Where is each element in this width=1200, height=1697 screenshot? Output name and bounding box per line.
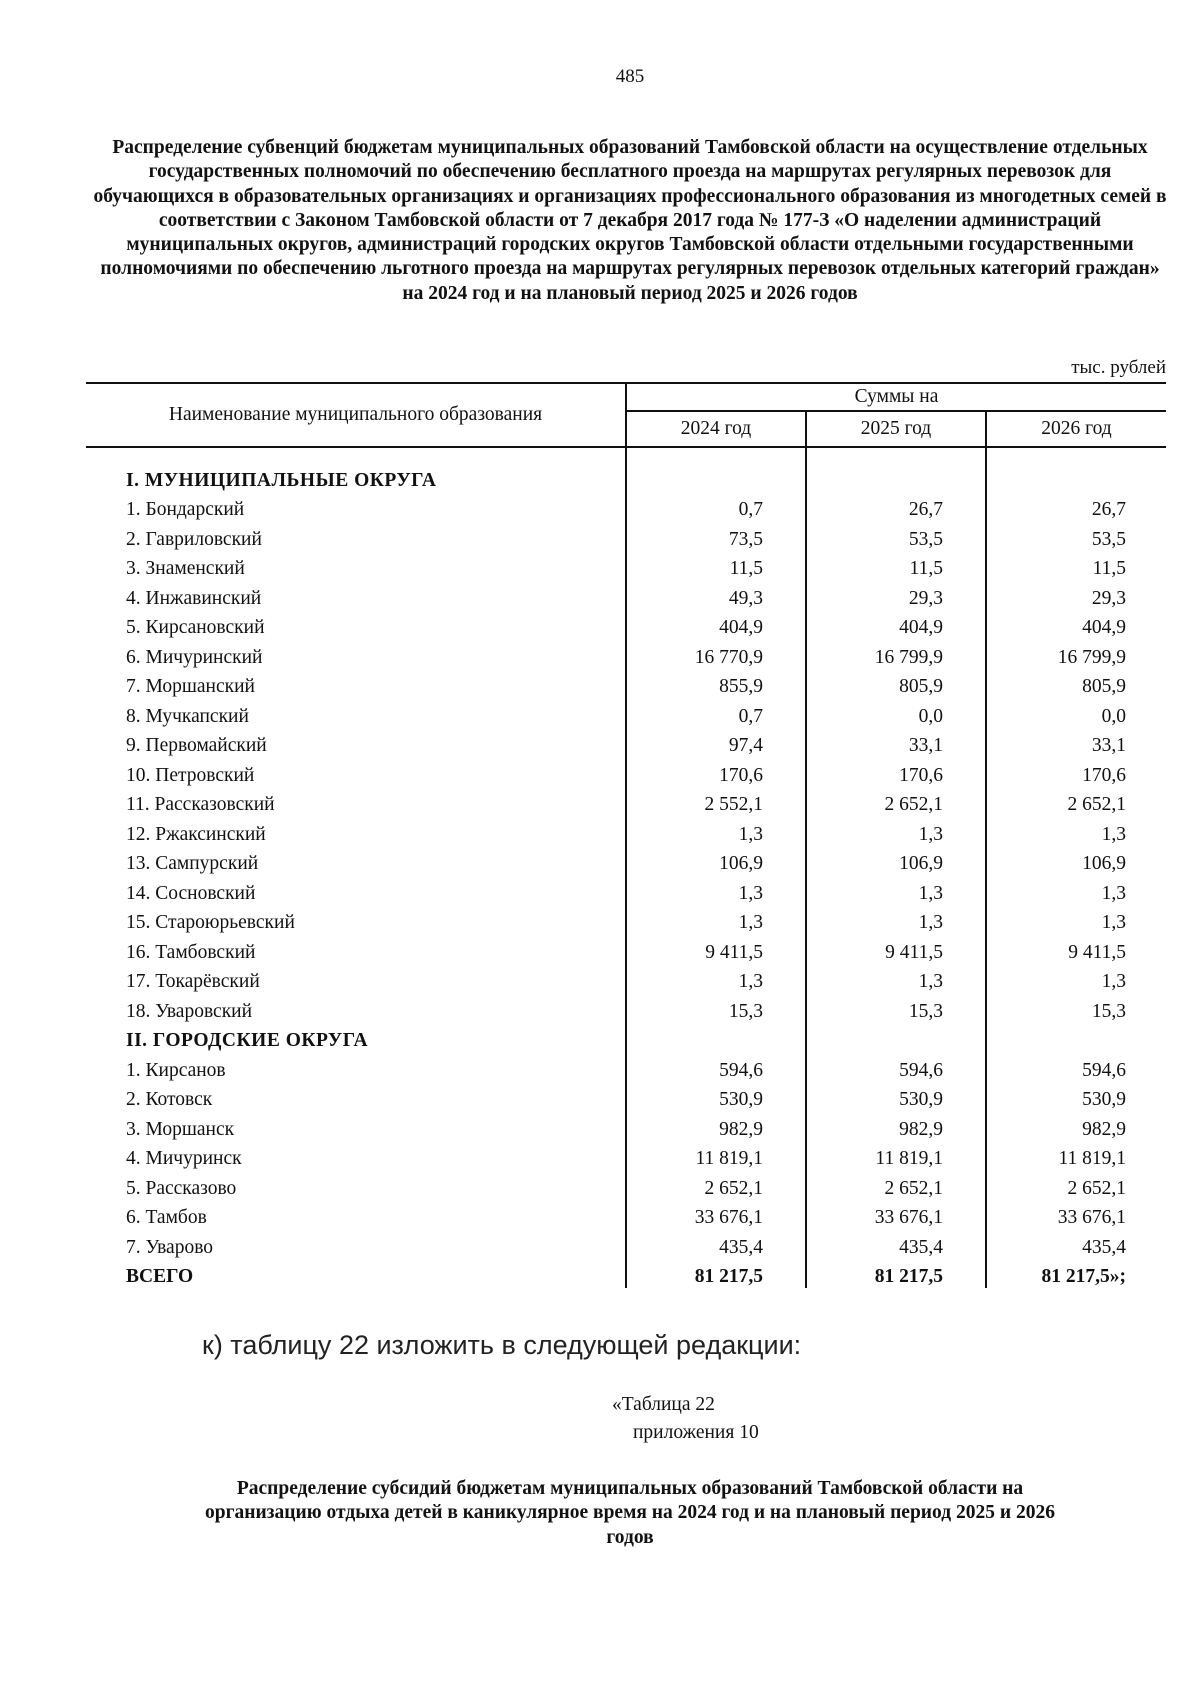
value-2025: 26,7 bbox=[806, 492, 986, 522]
empty-cell bbox=[986, 1023, 1166, 1053]
value-2026: 805,9 bbox=[1082, 676, 1126, 697]
header-sums: Суммы на bbox=[626, 383, 1166, 411]
value-2024: 1,3 bbox=[626, 875, 806, 905]
table-row bbox=[86, 580, 1166, 610]
value-2026: 982,9 bbox=[1082, 1118, 1126, 1140]
table-row bbox=[86, 1082, 1166, 1112]
municipality-name: 4. Инжавинский bbox=[86, 580, 626, 610]
table-row bbox=[86, 1111, 1166, 1141]
municipality-name: 13. Сампурский bbox=[86, 846, 626, 876]
value-2024: 73,5 bbox=[626, 521, 806, 551]
municipality-name: 1. Кирсанов bbox=[86, 1052, 626, 1082]
total-row bbox=[86, 1259, 1166, 1289]
units-label: тыс. рублей bbox=[1071, 357, 1166, 378]
table-row bbox=[86, 816, 1166, 846]
municipality-name: 6. Мичуринский bbox=[86, 639, 626, 669]
value-2026: 1,3 bbox=[1101, 882, 1126, 904]
municipality-name: 10. Петровский bbox=[86, 757, 626, 787]
value-2024: 15,3 bbox=[626, 993, 806, 1023]
value-2024: 1,3 bbox=[626, 816, 806, 846]
municipality-name: 1. Бондарский bbox=[86, 492, 626, 522]
value-2026: 170,6 bbox=[1082, 764, 1126, 786]
table-row bbox=[86, 551, 1166, 581]
municipality-name: 8. Мучкапский bbox=[86, 698, 626, 728]
value-2024: 170,6 bbox=[626, 757, 806, 787]
table-body bbox=[86, 447, 1166, 1288]
value-2024: 2 552,1 bbox=[626, 787, 806, 817]
value-2024: 97,4 bbox=[626, 728, 806, 758]
value-2026: 33,1 bbox=[1091, 735, 1126, 756]
table-row bbox=[86, 964, 1166, 994]
municipality-name: 7. Моршанский bbox=[86, 669, 626, 699]
value-2025: 33 676,1 bbox=[806, 1200, 986, 1230]
value-2026: 2 652,1 bbox=[1067, 794, 1126, 815]
value-2025: 53,5 bbox=[806, 521, 986, 551]
value-2025: 11 819,1 bbox=[806, 1141, 986, 1171]
value-2026: 1,3 bbox=[1101, 823, 1126, 845]
municipality-name: 14. Сосновский bbox=[86, 875, 626, 905]
value-2024: 0,7 bbox=[626, 492, 806, 522]
value-2026: 33 676,1 bbox=[1057, 1207, 1126, 1228]
value-2025: 16 799,9 bbox=[806, 639, 986, 669]
value-2025: 170,6 bbox=[806, 757, 986, 787]
value-2026: 16 799,9 bbox=[1057, 646, 1126, 668]
value-2024: 855,9 bbox=[626, 669, 806, 699]
value-2024: 16 770,9 bbox=[626, 639, 806, 669]
table-row bbox=[86, 492, 1166, 522]
value-2025: 982,9 bbox=[806, 1111, 986, 1141]
value-2025: 2 652,1 bbox=[806, 1170, 986, 1200]
value-2026: 29,3 bbox=[1091, 587, 1126, 609]
value-2024: 11,5 bbox=[626, 551, 806, 581]
value-2026: 404,9 bbox=[1082, 617, 1126, 638]
value-2024: 435,4 bbox=[626, 1229, 806, 1259]
table-row bbox=[86, 993, 1166, 1023]
total-label: ВСЕГО bbox=[86, 1259, 626, 1289]
value-2026: 435,4 bbox=[1082, 1236, 1126, 1258]
value-2025: 106,9 bbox=[806, 846, 986, 876]
value-2025: 530,9 bbox=[806, 1082, 986, 1112]
header-year-2024: 2024 год bbox=[626, 411, 806, 447]
value-2026: 594,6 bbox=[1082, 1059, 1126, 1081]
table-row bbox=[86, 934, 1166, 964]
second-title: Распределение субсидий бюджетам муниципальных образований Тамбовской области на организацию отдыха детей в каникулярное время на 2024 год и на плановый период 2025 и 2026 годов bbox=[205, 1478, 1055, 1548]
value-2026: 15,3 bbox=[1091, 1000, 1126, 1022]
value-2025: 435,4 bbox=[806, 1229, 986, 1259]
value-2026: 2 652,1 bbox=[1067, 1177, 1126, 1199]
value-2025: 0,0 bbox=[806, 698, 986, 728]
value-2026: 1,3 bbox=[1101, 971, 1126, 992]
value-2025: 33,1 bbox=[806, 728, 986, 758]
municipality-name: 17. Токарёвский bbox=[86, 964, 626, 994]
header-name: Наименование муниципального образования bbox=[86, 383, 626, 447]
value-2025: 805,9 bbox=[806, 669, 986, 699]
table-row bbox=[86, 1200, 1166, 1230]
total-2024: 81 217,5 bbox=[626, 1259, 806, 1289]
table-row bbox=[86, 610, 1166, 640]
value-2026: 53,5 bbox=[1091, 528, 1126, 550]
value-2024: 594,6 bbox=[626, 1052, 806, 1082]
value-2024: 11 819,1 bbox=[626, 1141, 806, 1171]
value-2024: 33 676,1 bbox=[626, 1200, 806, 1230]
value-2026: 1,3 bbox=[1101, 912, 1126, 933]
spacer-cell bbox=[86, 447, 626, 462]
table-row bbox=[86, 757, 1166, 787]
value-2026: 11 819,1 bbox=[1058, 1148, 1126, 1169]
value-2024: 1,3 bbox=[626, 905, 806, 935]
municipality-name: 11. Рассказовский bbox=[86, 787, 626, 817]
municipality-name: 3. Знаменский bbox=[86, 551, 626, 581]
spacer-cell bbox=[806, 447, 986, 462]
empty-cell bbox=[806, 1023, 986, 1053]
municipality-name: 2. Котовск bbox=[86, 1082, 626, 1112]
municipality-name: 4. Мичуринск bbox=[86, 1141, 626, 1171]
municipality-name: 15. Староюрьевский bbox=[86, 905, 626, 935]
table-spacer-row bbox=[86, 447, 1166, 462]
value-2025: 29,3 bbox=[806, 580, 986, 610]
value-2024: 49,3 bbox=[626, 580, 806, 610]
municipality-name: 3. Моршанск bbox=[86, 1111, 626, 1141]
document-title: Распределение субвенций бюджетам муниципальных образований Тамбовской области на осуществление отдельных государственных полномочий по обеспечению бесплатного проезда на маршрутах регулярных перевозок для обучающихся в образовательных организациях и организациях профессионального образования из многодетных семей в соответствии с Законом Тамбовской области от 7 декабря 2017 года № 177-З «О наделении администраций муниципальных округов, администраций городских округов Тамбовской области отдельными государственными полномочиями по обеспечению льготного проезда на маршрутах регулярных перевозок отдельных категорий граждан» на 2024 год и на плановый период 2025 и 2026 годов bbox=[93, 137, 1167, 304]
value-2026: 530,9 bbox=[1082, 1089, 1126, 1110]
table-row bbox=[86, 1170, 1166, 1200]
section-header-row bbox=[86, 1023, 1166, 1053]
table-row bbox=[86, 1052, 1166, 1082]
value-2025: 15,3 bbox=[806, 993, 986, 1023]
value-2024: 0,7 bbox=[626, 698, 806, 728]
table-row bbox=[86, 669, 1166, 699]
table-row bbox=[86, 846, 1166, 876]
table-row bbox=[86, 698, 1166, 728]
value-2026: 11,5 bbox=[1092, 558, 1126, 579]
municipality-name: 12. Ржаксинский bbox=[86, 816, 626, 846]
value-2026: 9 411,5 bbox=[1068, 941, 1126, 963]
empty-cell bbox=[626, 1023, 806, 1053]
value-2024: 530,9 bbox=[626, 1082, 806, 1112]
municipality-name: 5. Кирсановский bbox=[86, 610, 626, 640]
table-row bbox=[86, 1229, 1166, 1259]
value-2025: 2 652,1 bbox=[806, 787, 986, 817]
subvention-table bbox=[86, 382, 1166, 1288]
value-2024: 1,3 bbox=[626, 964, 806, 994]
municipality-name: 9. Первомайский bbox=[86, 728, 626, 758]
total-2026: 81 217,5»; bbox=[1041, 1266, 1126, 1287]
value-2026: 106,9 bbox=[1082, 853, 1126, 874]
value-2025: 1,3 bbox=[806, 875, 986, 905]
section-header-row bbox=[86, 462, 1166, 492]
spacer-cell bbox=[986, 447, 1166, 462]
municipality-name: 2. Гавриловский bbox=[86, 521, 626, 551]
table-reference-line1: «Таблица 22 bbox=[612, 1394, 715, 1415]
municipality-name: 5. Рассказово bbox=[86, 1170, 626, 1200]
empty-cell bbox=[986, 462, 1166, 492]
value-2025: 594,6 bbox=[806, 1052, 986, 1082]
empty-cell bbox=[626, 462, 806, 492]
value-2026: 0,0 bbox=[1101, 705, 1126, 727]
value-2025: 1,3 bbox=[806, 816, 986, 846]
section-title: I. МУНИЦИПАЛЬНЫЕ ОКРУГА bbox=[86, 462, 626, 492]
header-year-2025: 2025 год bbox=[806, 411, 986, 447]
value-2025: 1,3 bbox=[806, 905, 986, 935]
spacer-cell bbox=[626, 447, 806, 462]
value-2025: 9 411,5 bbox=[806, 934, 986, 964]
table-row bbox=[86, 728, 1166, 758]
municipality-name: 6. Тамбов bbox=[86, 1200, 626, 1230]
table-row bbox=[86, 905, 1166, 935]
municipality-name: 16. Тамбовский bbox=[86, 934, 626, 964]
value-2026: 26,7 bbox=[1091, 499, 1126, 520]
value-2025: 11,5 bbox=[806, 551, 986, 581]
table-row bbox=[86, 521, 1166, 551]
header-year-2026: 2026 год bbox=[986, 411, 1166, 447]
total-2025: 81 217,5 bbox=[806, 1259, 986, 1289]
page-number: 485 bbox=[615, 66, 645, 87]
value-2024: 106,9 bbox=[626, 846, 806, 876]
section-title: II. ГОРОДСКИЕ ОКРУГА bbox=[86, 1023, 626, 1053]
value-2024: 2 652,1 bbox=[626, 1170, 806, 1200]
value-2025: 1,3 bbox=[806, 964, 986, 994]
table-row bbox=[86, 1141, 1166, 1171]
value-2024: 982,9 bbox=[626, 1111, 806, 1141]
table-row bbox=[86, 787, 1166, 817]
amendment-paragraph: к) таблицу 22 изложить в следующей редакции: bbox=[202, 1330, 802, 1360]
table-row bbox=[86, 875, 1166, 905]
table-reference-line2: приложения 10 bbox=[633, 1422, 759, 1443]
empty-cell bbox=[806, 462, 986, 492]
value-2024: 9 411,5 bbox=[626, 934, 806, 964]
municipality-name: 18. Уваровский bbox=[86, 993, 626, 1023]
table-row bbox=[86, 639, 1166, 669]
value-2025: 404,9 bbox=[806, 610, 986, 640]
municipality-name: 7. Уварово bbox=[86, 1229, 626, 1259]
value-2024: 404,9 bbox=[626, 610, 806, 640]
